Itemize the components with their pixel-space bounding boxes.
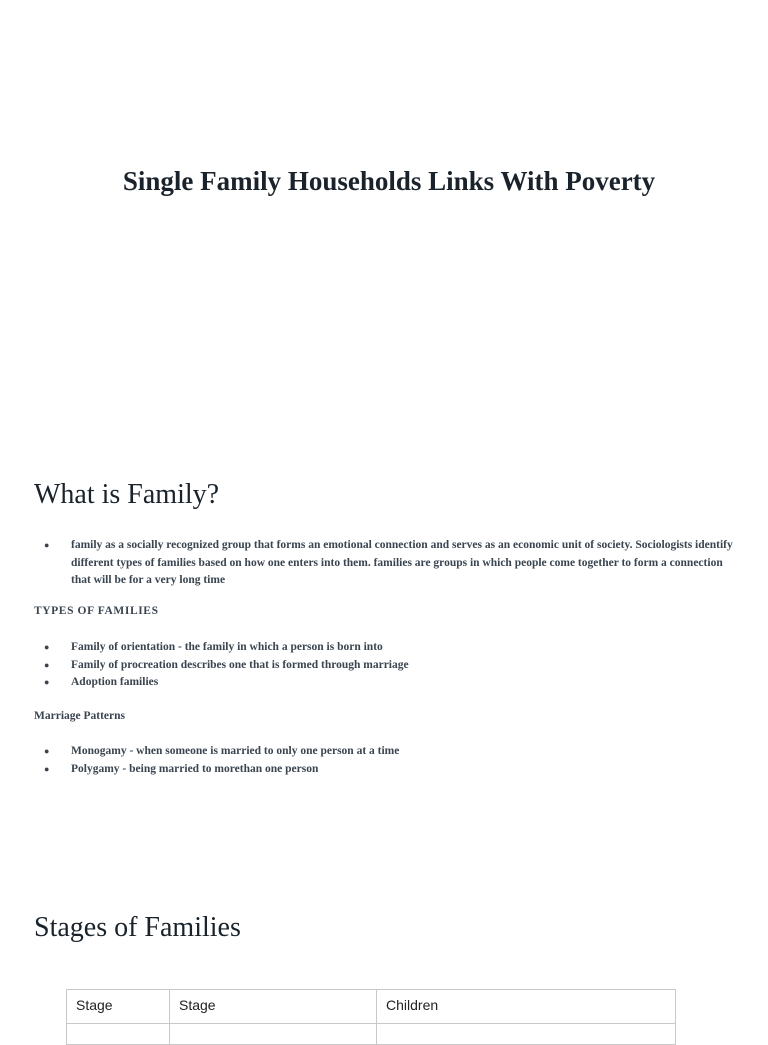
- marriage-patterns-heading: Marriage Patterns: [34, 710, 126, 722]
- list-item-text: Polygamy - being married to morethan one person: [71, 762, 319, 775]
- list-item: [34, 674, 734, 692]
- types-list: [34, 639, 734, 692]
- list-item-text: Family of orientation - the family in which a person is born into: [71, 641, 383, 653]
- marriage-patterns-list: [34, 743, 734, 778]
- table-cell: [67, 1024, 170, 1045]
- stages-table: [66, 989, 676, 1045]
- list-item: [34, 743, 734, 761]
- list-item: [34, 537, 734, 590]
- list-item: [34, 657, 734, 675]
- table-header-cell: Children: [377, 990, 676, 1024]
- table-row: [67, 1024, 676, 1045]
- table-header-cell: Stage: [67, 990, 170, 1024]
- list-item-text: Monogamy - when someone is married to only one person at a time: [71, 745, 400, 757]
- bullet-icon: ●: [44, 746, 50, 756]
- section-heading-stages-of-families: Stages of Families: [34, 912, 241, 943]
- list-item: [34, 639, 734, 657]
- types-of-families-heading: TYPES OF FAMILIES: [34, 605, 159, 617]
- table-cell: [170, 1024, 377, 1045]
- list-item: [34, 761, 734, 779]
- bullet-icon: ●: [44, 677, 50, 687]
- table-header-row: [67, 990, 676, 1024]
- list-item-text: Adoption families: [71, 676, 159, 688]
- bullet-icon: ●: [44, 763, 50, 774]
- list-item-text: family as a socially recognized group that forms an emotional connection and serves as an economic unit of society. Sociologists identify different types of families based on how one enters into them. families are groups in which people come together to form a connection that will be for a very long time: [71, 539, 733, 586]
- section-heading-what-is-family: What is Family?: [34, 479, 220, 510]
- bullet-icon: ●: [44, 659, 50, 670]
- document-title: Single Family Households Links With Poverty: [122, 166, 656, 196]
- bullet-icon: ●: [44, 540, 50, 550]
- list-item-text: Family of procreation describes one that is formed through marriage: [71, 658, 409, 671]
- definition-list: [34, 537, 734, 590]
- table-cell: [377, 1024, 676, 1045]
- table-header-cell: Stage: [170, 990, 377, 1024]
- bullet-icon: ●: [44, 642, 50, 652]
